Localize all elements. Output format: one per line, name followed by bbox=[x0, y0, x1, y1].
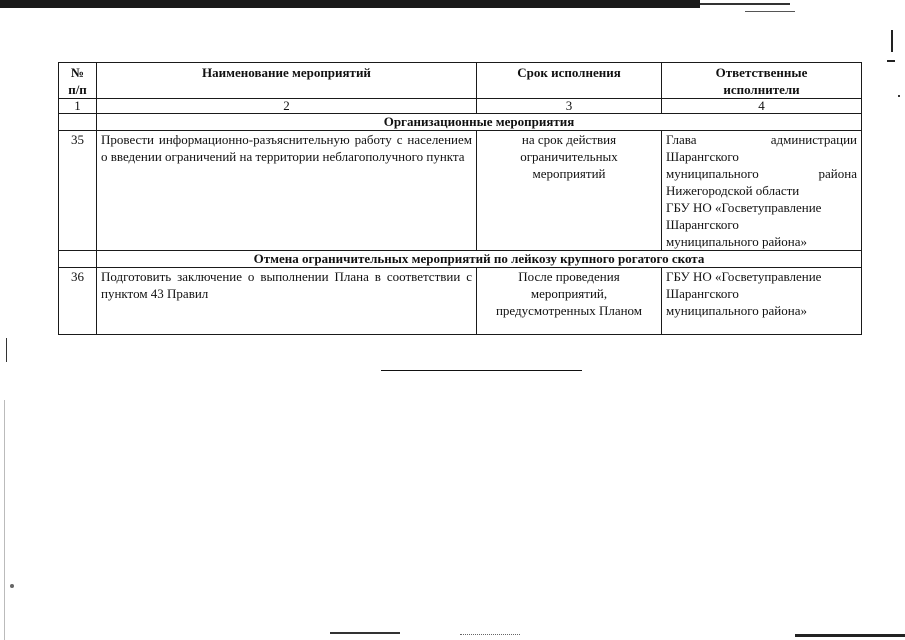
scan-artifact-right-dot bbox=[898, 95, 900, 97]
row-activity: Провести информационно-разъяснительную работу с населением о введении ограничений на территории неблагополучного пункта bbox=[97, 131, 477, 251]
row-deadline bbox=[477, 268, 662, 335]
row-responsible bbox=[662, 268, 862, 335]
header-number-line1: № bbox=[70, 65, 85, 80]
responsible-line bbox=[666, 165, 857, 182]
responsible-line: муниципального района» bbox=[666, 234, 807, 249]
row-index: 36 bbox=[59, 268, 97, 335]
scan-artifact-left-edge bbox=[4, 400, 5, 640]
responsible-word: Глава bbox=[666, 132, 697, 147]
scan-artifact-top-line bbox=[700, 3, 790, 5]
table-row bbox=[59, 268, 862, 335]
responsible-line: муниципального района» bbox=[666, 303, 807, 318]
responsible-line: ГБУ НО «Госветуправление bbox=[666, 269, 822, 284]
responsible-line: Нижегородской области bbox=[666, 183, 800, 198]
responsible-line bbox=[666, 131, 857, 148]
scan-artifact-top-dash bbox=[745, 11, 795, 12]
row-deadline bbox=[477, 131, 662, 251]
section-blank-cell bbox=[59, 114, 97, 131]
header-number bbox=[59, 63, 97, 99]
scan-artifact-left-mark bbox=[6, 338, 7, 362]
column-number: 4 bbox=[662, 99, 862, 114]
responsible-word: администрации bbox=[770, 132, 857, 147]
deadline-line: ограничительных bbox=[520, 149, 618, 164]
responsible-word: муниципального bbox=[666, 166, 759, 181]
section-blank-cell bbox=[59, 251, 97, 268]
responsible-line: Шарангского bbox=[666, 149, 739, 164]
deadline-line: После проведения bbox=[518, 269, 620, 284]
header-responsible-line2: исполнители bbox=[723, 82, 800, 97]
deadline-line: мероприятий bbox=[532, 166, 606, 181]
deadline-line: на срок действия bbox=[521, 132, 617, 147]
header-responsible bbox=[662, 63, 862, 99]
section-heading-row bbox=[59, 251, 862, 268]
table-row bbox=[59, 131, 862, 251]
header-responsible-line1: Ответственные bbox=[715, 65, 808, 80]
header-deadline: Срок исполнения bbox=[477, 63, 662, 99]
header-activity: Наименование мероприятий bbox=[97, 63, 477, 99]
section-heading-row bbox=[59, 114, 862, 131]
table-header-row bbox=[59, 63, 862, 99]
column-number: 1 bbox=[59, 99, 97, 114]
row-activity: Подготовить заключение о выполнении Плана в соответствии с пунктом 43 Правил bbox=[97, 268, 477, 335]
responsible-line: Шарангского bbox=[666, 286, 739, 301]
column-numbering-row bbox=[59, 99, 862, 114]
row-index: 35 bbox=[59, 131, 97, 251]
header-number-line2: п/п bbox=[68, 82, 87, 97]
scan-artifact-bottom-dot bbox=[10, 584, 14, 588]
responsible-line: ГБУ НО «Госветуправление bbox=[666, 200, 822, 215]
section-title: Отмена ограничительных мероприятий по лейкозу крупного рогатого скота bbox=[97, 251, 862, 268]
deadline-line: предусмотренных Планом bbox=[495, 303, 643, 318]
scan-artifact-right-dash bbox=[887, 60, 895, 62]
section-title: Организационные мероприятия bbox=[97, 114, 862, 131]
end-of-document-rule bbox=[381, 370, 582, 371]
row-responsible bbox=[662, 131, 862, 251]
responsible-word: района bbox=[818, 166, 857, 181]
measures-table bbox=[58, 62, 862, 335]
column-number: 2 bbox=[97, 99, 477, 114]
column-number: 3 bbox=[477, 99, 662, 114]
scan-artifact-bottom-bar bbox=[795, 634, 905, 637]
scan-artifact-bottom-dots bbox=[460, 634, 520, 636]
deadline-line: мероприятий, bbox=[530, 286, 608, 301]
scan-artifact-right-mark bbox=[891, 30, 893, 52]
responsible-line: Шарангского bbox=[666, 217, 739, 232]
scan-artifact-top-bar bbox=[0, 0, 700, 8]
scan-artifact-bottom-line bbox=[330, 632, 400, 634]
